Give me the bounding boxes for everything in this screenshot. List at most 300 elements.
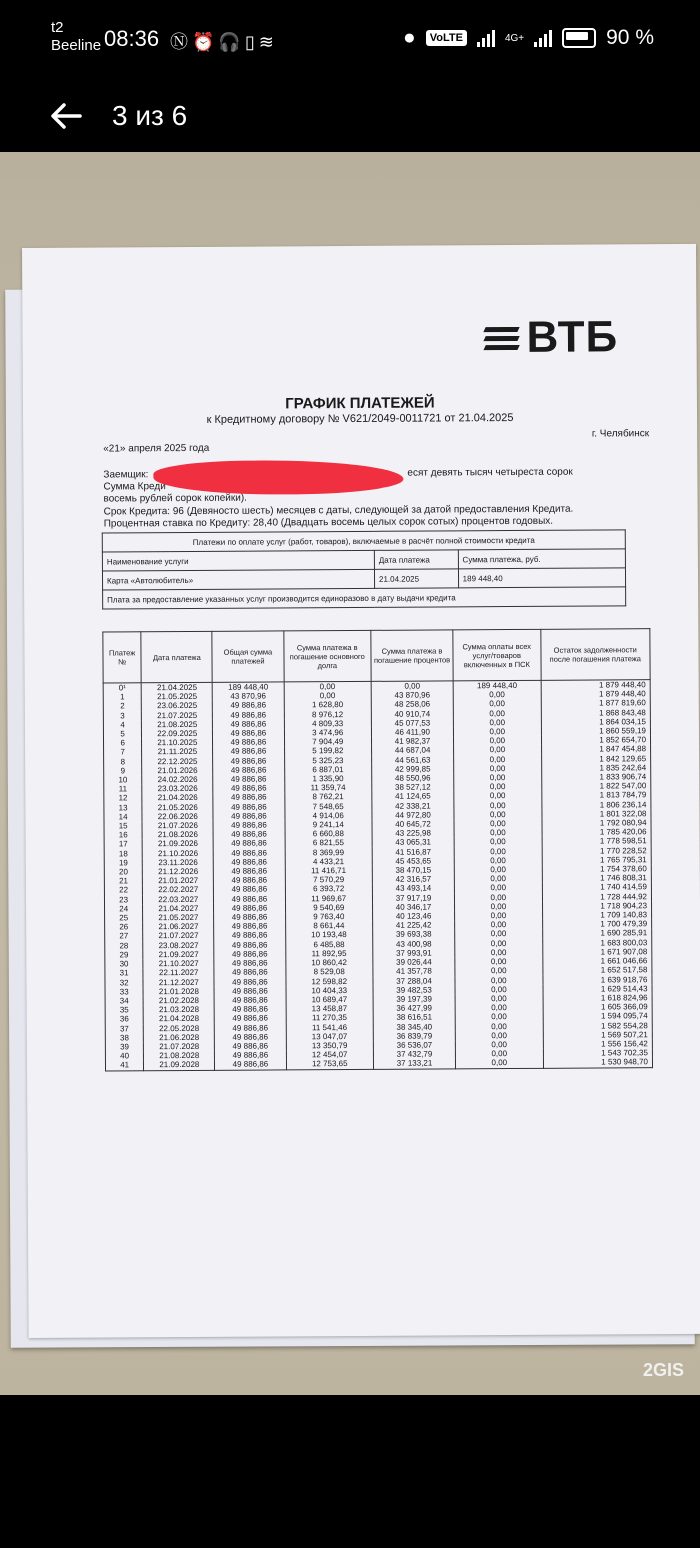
logo-text: ВТБ bbox=[526, 312, 619, 362]
table-cell: 1 671 907,08 bbox=[542, 947, 651, 957]
table-cell: 21.08.2026 bbox=[142, 830, 213, 840]
table-cell: 8 762,21 bbox=[284, 792, 372, 802]
table-cell: 49 886,86 bbox=[213, 774, 284, 784]
table-cell: 1 700 479,39 bbox=[542, 919, 651, 929]
alarm-icon: ⏰ bbox=[192, 32, 219, 52]
table-cell: 5 199,82 bbox=[284, 746, 372, 756]
table-cell: 0,00 bbox=[454, 791, 542, 801]
table-cell: 0,00 bbox=[454, 745, 542, 755]
table-cell: 1 833 906,74 bbox=[541, 772, 650, 782]
table-cell: 49 886,86 bbox=[213, 820, 284, 830]
table-cell: 49 886,86 bbox=[214, 885, 285, 895]
table-cell: 49 886,86 bbox=[215, 1041, 286, 1051]
table-cell: 21.10.2025 bbox=[142, 738, 213, 748]
table-cell: 46 411,90 bbox=[371, 727, 453, 737]
app-bar bbox=[0, 80, 700, 152]
table-cell: 21.12.2027 bbox=[143, 977, 214, 987]
table-cell: 39 bbox=[105, 1042, 143, 1051]
table-cell: 41 516,87 bbox=[372, 847, 454, 857]
table-cell: 49 886,86 bbox=[215, 1032, 286, 1042]
table-cell: 21.07.2027 bbox=[143, 931, 214, 941]
interest-rate: Процентная ставка по Кредиту: 28,40 (Двадцать восемь целых сорок сотых) процентов годовых. bbox=[103, 515, 554, 530]
table-cell: 40 bbox=[105, 1051, 143, 1060]
table-cell: 6 821,55 bbox=[285, 838, 373, 848]
table-cell: 21.07.2026 bbox=[142, 821, 213, 831]
table-cell: 10 193,48 bbox=[285, 930, 373, 940]
table-cell: 189 448,40 bbox=[453, 680, 541, 690]
table-cell: 4 914,06 bbox=[284, 811, 372, 821]
carrier-primary: t2 bbox=[51, 19, 64, 36]
table-cell: 21.09.2026 bbox=[142, 839, 213, 849]
table-cell: 21.04.2028 bbox=[143, 1014, 214, 1024]
table-cell: 44 687,04 bbox=[372, 746, 454, 756]
table-cell: 4 bbox=[103, 720, 141, 729]
table-cell: 49 886,86 bbox=[213, 756, 284, 766]
table-cell: 49 886,86 bbox=[213, 811, 284, 821]
table-cell: 49 886,86 bbox=[213, 747, 284, 757]
wifi-icon: ≋ bbox=[258, 32, 278, 52]
table-cell: 45 077,53 bbox=[371, 718, 453, 728]
table-cell: 0,00 bbox=[454, 828, 542, 838]
table-cell: 8 369,99 bbox=[285, 848, 373, 858]
schedule-col-header: Сумма платежа в погашение основного долга bbox=[283, 630, 371, 682]
table-cell: 1 765 795,31 bbox=[542, 855, 651, 865]
table-cell: 49 886,86 bbox=[214, 839, 285, 849]
services-caption: Платежи по оплате услуг (работ, товаров), включаемые в расчёт полной стоимости кредита bbox=[102, 530, 625, 552]
services-table bbox=[102, 529, 626, 609]
table-cell: 11 416,71 bbox=[285, 866, 373, 876]
table-cell: 40 346,17 bbox=[373, 902, 455, 912]
table-cell: 23.08.2027 bbox=[143, 941, 214, 951]
table-cell: 49 886,86 bbox=[214, 876, 285, 886]
table-cell: 0,00 bbox=[284, 691, 372, 701]
table-cell: 1 629 514,43 bbox=[543, 984, 652, 994]
table-cell: 44 972,80 bbox=[372, 810, 454, 820]
table-cell: 7 bbox=[104, 748, 142, 757]
table-cell: 0,00 bbox=[455, 902, 543, 912]
table-cell: 1 661 046,66 bbox=[542, 956, 651, 966]
table-cell: 6 660,88 bbox=[285, 829, 373, 839]
table-cell: 49 886,86 bbox=[213, 802, 284, 812]
table-cell: 40 910,74 bbox=[371, 709, 453, 719]
table-cell: 1 754 378,60 bbox=[542, 864, 651, 874]
table-cell: 6 bbox=[103, 738, 141, 747]
table-cell: 24 bbox=[105, 904, 143, 913]
table-cell: 1 718 904,23 bbox=[542, 901, 651, 911]
schedule-col-header: Общая сумма платежей bbox=[212, 631, 283, 682]
table-cell: 0,00 bbox=[284, 681, 372, 691]
table-cell: 3 474,96 bbox=[284, 728, 372, 738]
table-cell: 1 770 228,52 bbox=[542, 846, 651, 856]
table-cell: 43 493,14 bbox=[372, 884, 454, 894]
table-cell: 13 047,07 bbox=[286, 1032, 374, 1042]
table-cell: 21.02.2028 bbox=[143, 996, 214, 1006]
table-cell: 0,00 bbox=[455, 929, 543, 939]
table-cell: 1 628,80 bbox=[284, 700, 372, 710]
volte-badge: VoLTE bbox=[426, 30, 467, 46]
table-cell: 1 683 800,03 bbox=[542, 938, 651, 948]
notification-icons bbox=[170, 28, 278, 54]
table-cell: 23 bbox=[104, 895, 142, 904]
table-cell: 34 bbox=[105, 996, 143, 1005]
table-cell: 43 870,96 bbox=[213, 692, 284, 702]
table-cell: 0,00 bbox=[455, 1040, 543, 1050]
sum-text-start: Сумма Креди bbox=[103, 481, 166, 493]
schedule-header-row bbox=[103, 629, 650, 683]
table-cell: 12 bbox=[104, 794, 142, 803]
table-cell: 9 540,69 bbox=[285, 903, 373, 913]
table-cell: 10 bbox=[104, 775, 142, 784]
table-cell: 1 877 819,60 bbox=[541, 699, 650, 709]
table-cell: 22 bbox=[104, 886, 142, 895]
table-cell: 0,00 bbox=[455, 994, 543, 1004]
table-cell: 41 982,37 bbox=[372, 737, 454, 747]
table-cell: 21.09.2028 bbox=[144, 1060, 215, 1070]
table-cell: 41 124,65 bbox=[372, 792, 454, 802]
table-cell: 21.05.2026 bbox=[142, 802, 213, 812]
carrier-info bbox=[51, 19, 101, 55]
table-cell: 0,00 bbox=[453, 727, 541, 737]
table-cell: 22.02.2027 bbox=[143, 885, 214, 895]
services-col-date: Дата платежа bbox=[374, 550, 458, 570]
table-cell: 49 886,86 bbox=[214, 866, 285, 876]
table-cell: 1 618 824,96 bbox=[543, 993, 652, 1003]
table-cell: 49 886,86 bbox=[215, 1023, 286, 1033]
page-counter: 3 из 6 bbox=[112, 100, 188, 131]
table-cell: 1 594 095,74 bbox=[543, 1011, 652, 1021]
table-cell: 16 bbox=[104, 831, 142, 840]
table-cell: 49 886,86 bbox=[213, 719, 284, 729]
services-col-name: Наименование услуги bbox=[102, 550, 374, 571]
sum-text-end: есят девять тысяч четыреста сорок bbox=[407, 466, 573, 479]
table-cell: 1 868 843,48 bbox=[541, 708, 650, 718]
table-cell: 1 605 366,09 bbox=[543, 1002, 652, 1012]
table-cell: 1 801 322,08 bbox=[542, 809, 651, 819]
table-cell: 0,00 bbox=[371, 681, 453, 691]
table-cell: 49 886,86 bbox=[213, 784, 284, 794]
table-cell: 1 852 654,70 bbox=[541, 735, 650, 745]
document-page bbox=[22, 244, 700, 1338]
table-cell: 49 886,86 bbox=[214, 894, 285, 904]
table-cell: 49 886,86 bbox=[215, 1005, 286, 1015]
schedule-col-header: Остаток задолженности после погашения платежа bbox=[540, 629, 650, 681]
table-cell: 39 197,39 bbox=[373, 994, 455, 1004]
battery-icon bbox=[562, 28, 596, 48]
table-cell: 36 536,07 bbox=[373, 1040, 455, 1050]
table-cell: 0,00 bbox=[454, 800, 542, 810]
table-cell: 0,00 bbox=[454, 764, 542, 774]
table-cell: 1 864 034,15 bbox=[541, 717, 650, 727]
table-cell: 1 879 448,40 bbox=[541, 689, 650, 699]
table-cell: 0,00 bbox=[454, 819, 542, 829]
table-cell: 1 728 444,92 bbox=[542, 892, 651, 902]
table-cell: 1 530 948,70 bbox=[543, 1057, 652, 1067]
table-cell: 1 813 784,79 bbox=[541, 791, 650, 801]
table-cell: 43 225,98 bbox=[372, 829, 454, 839]
table-cell: 8 529,08 bbox=[285, 967, 373, 977]
table-cell: 21.04.2027 bbox=[143, 904, 214, 914]
table-cell: 38 527,12 bbox=[372, 783, 454, 793]
system-icons bbox=[403, 26, 654, 50]
status-time: 08:36 bbox=[104, 26, 160, 51]
table-cell: 0,00 bbox=[455, 893, 543, 903]
table-cell: 49 886,86 bbox=[214, 958, 285, 968]
table-cell: 1 792 080,94 bbox=[542, 818, 651, 828]
table-cell: 42 316,57 bbox=[372, 875, 454, 885]
table-cell: 49 886,86 bbox=[215, 1014, 286, 1024]
table-cell: 15 bbox=[104, 821, 142, 830]
schedule-col-header: Сумма платежа в погашение процентов bbox=[371, 630, 453, 682]
table-cell: 37 993,91 bbox=[373, 948, 455, 958]
table-cell: 21.09.2027 bbox=[143, 950, 214, 960]
table-cell: 1 746 808,31 bbox=[542, 873, 651, 883]
borrower-label: Заемщик: bbox=[103, 469, 149, 481]
table-cell: 22.12.2025 bbox=[142, 756, 213, 766]
schedule-col-header: Платеж № bbox=[103, 632, 142, 683]
table-cell: 1 bbox=[103, 692, 141, 701]
document-title: ГРАФИК ПЛАТЕЖЕЙ bbox=[285, 394, 435, 413]
table-cell: 12 598,82 bbox=[285, 976, 373, 986]
table-cell: 0,00 bbox=[453, 708, 541, 718]
table-cell: 1 639 918,76 bbox=[543, 975, 652, 985]
network-type: 4G+ bbox=[504, 32, 525, 44]
back-button[interactable] bbox=[44, 96, 88, 136]
table-cell: 28 bbox=[105, 941, 143, 950]
table-cell: 6 393,72 bbox=[285, 884, 373, 894]
table-cell: 49 886,86 bbox=[213, 701, 284, 711]
table-cell: 8 bbox=[104, 757, 142, 766]
vtb-logo bbox=[484, 312, 618, 363]
services-col-sum: Сумма платежа, руб. bbox=[458, 549, 625, 569]
sum-text-kop: восемь рублей сорок копейки). bbox=[103, 492, 247, 505]
table-cell: 35 bbox=[105, 1005, 143, 1014]
table-cell: 49 886,86 bbox=[214, 949, 285, 959]
table-cell: 49 886,86 bbox=[215, 1060, 286, 1070]
table-cell: 43 065,31 bbox=[372, 838, 454, 848]
redaction-mark bbox=[153, 460, 403, 496]
table-cell: 49 886,86 bbox=[214, 995, 285, 1005]
table-cell: 31 bbox=[105, 969, 143, 978]
table-cell: 0,00 bbox=[454, 856, 542, 866]
table-cell: 21.10.2026 bbox=[142, 848, 213, 858]
table-cell: 0,00 bbox=[455, 1031, 543, 1041]
table-cell: 37 bbox=[105, 1024, 143, 1033]
table-cell: 0,00 bbox=[454, 874, 542, 884]
table-cell: 0,00 bbox=[455, 957, 543, 967]
table-cell: 5 bbox=[103, 729, 141, 738]
table-cell: 0,00 bbox=[454, 810, 542, 820]
table-cell: 49 886,86 bbox=[214, 848, 285, 858]
table-cell: 36 839,79 bbox=[373, 1031, 455, 1041]
table-cell: 10 689,47 bbox=[286, 995, 374, 1005]
table-cell: 21.07.2025 bbox=[142, 710, 213, 720]
table-cell: 2 bbox=[103, 702, 141, 711]
table-cell: 21.01.2028 bbox=[143, 987, 214, 997]
table-cell: 40 123,46 bbox=[373, 911, 455, 921]
table-cell: 13 350,79 bbox=[286, 1041, 374, 1051]
table-cell: 21.04.2026 bbox=[142, 793, 213, 803]
table-cell: 11 541,46 bbox=[286, 1022, 374, 1032]
table-cell: 0,00 bbox=[455, 948, 543, 958]
table-cell: 0,00 bbox=[454, 837, 542, 847]
table-cell: 0,00 bbox=[455, 985, 543, 995]
table-cell: 42 338,21 bbox=[372, 801, 454, 811]
table-cell: 0,00 bbox=[453, 718, 541, 728]
table-cell: 44 561,63 bbox=[372, 755, 454, 765]
table-cell: 1 690 285,91 bbox=[542, 929, 651, 939]
payment-schedule-table bbox=[102, 628, 653, 1071]
table-cell: 11 bbox=[104, 785, 142, 794]
table-cell: 21.08.2025 bbox=[142, 720, 213, 730]
table-cell: 21.12.2026 bbox=[143, 867, 214, 877]
table-cell: 23.11.2026 bbox=[143, 858, 214, 868]
table-cell: 27 bbox=[105, 932, 143, 941]
table-cell: 21.11.2025 bbox=[142, 747, 213, 757]
table-cell: 48 550,96 bbox=[372, 773, 454, 783]
phone-icon: ▯ bbox=[244, 32, 259, 52]
table-cell: 21 bbox=[104, 877, 142, 886]
schedule-col-header: Дата платежа bbox=[141, 631, 212, 682]
table-cell: 49 886,86 bbox=[214, 977, 285, 987]
table-cell: 0,00 bbox=[455, 1021, 543, 1031]
table-cell: 0,00 bbox=[454, 865, 542, 875]
schedule-body bbox=[103, 680, 652, 1071]
table-cell: 45 453,65 bbox=[372, 856, 454, 866]
table-cell: 3 bbox=[103, 711, 141, 720]
table-cell: 38 616,51 bbox=[373, 1013, 455, 1023]
table-cell: 23.06.2025 bbox=[142, 701, 213, 711]
table-cell: 39 482,53 bbox=[373, 985, 455, 995]
table-cell: 1 543 702,35 bbox=[543, 1048, 652, 1058]
table-cell: 41 225,42 bbox=[373, 921, 455, 931]
table-cell: 0¹ bbox=[103, 683, 141, 693]
table-cell: 49 886,86 bbox=[214, 922, 285, 932]
table-cell: 10 404,33 bbox=[286, 986, 374, 996]
table-cell: 1 569 507,21 bbox=[543, 1030, 652, 1040]
table-cell: 43 400,98 bbox=[373, 939, 455, 949]
table-cell: 19 bbox=[104, 858, 142, 867]
table-cell: 7 570,29 bbox=[285, 875, 373, 885]
table-cell: 9 bbox=[104, 766, 142, 775]
table-cell: 49 886,86 bbox=[214, 968, 285, 978]
table-cell: 21.03.2028 bbox=[143, 1005, 214, 1015]
battery-level: 90 % bbox=[606, 26, 654, 49]
table-cell: 0,00 bbox=[455, 975, 543, 985]
table-cell: 49 886,86 bbox=[213, 710, 284, 720]
table-cell: 22.06.2026 bbox=[142, 812, 213, 822]
table-cell: 1 806 236,14 bbox=[541, 800, 650, 810]
table-cell: 21.10.2027 bbox=[143, 959, 214, 969]
document-city: г. Челябинск bbox=[591, 428, 650, 440]
table-cell: 11 969,67 bbox=[285, 894, 373, 904]
table-cell: 0,00 bbox=[455, 1003, 543, 1013]
table-cell: 0,00 bbox=[454, 754, 542, 764]
table-cell: 23.03.2026 bbox=[142, 784, 213, 794]
table-cell: 29 bbox=[105, 950, 143, 959]
nfc-icon: Ⓝ bbox=[170, 32, 192, 52]
table-cell: 1 822 547,00 bbox=[541, 781, 650, 791]
table-cell: 49 886,86 bbox=[213, 765, 284, 775]
table-cell: 41 357,78 bbox=[373, 967, 455, 977]
table-cell: 49 886,86 bbox=[213, 728, 284, 738]
signal-icon bbox=[477, 29, 495, 47]
table-cell: 37 133,21 bbox=[373, 1059, 455, 1069]
table-cell: 22.09.2025 bbox=[142, 729, 213, 739]
service-name: Карта «Автолюбитель» bbox=[102, 569, 374, 590]
table-cell: 9 241,14 bbox=[285, 820, 373, 830]
table-cell: 22.03.2027 bbox=[143, 895, 214, 905]
status-bar bbox=[0, 0, 700, 80]
loan-term: Срок Кредита: 96 (Девяносто шесть) месяцев с даты, следующей за датой предоставления Кредита. bbox=[103, 503, 574, 518]
signal-icon-2 bbox=[534, 29, 552, 47]
table-cell: 8 976,12 bbox=[284, 709, 372, 719]
table-cell: 1 652 517,58 bbox=[542, 965, 651, 975]
table-cell: 21.01.2027 bbox=[143, 876, 214, 886]
table-cell: 0,00 bbox=[455, 966, 543, 976]
table-cell: 36 bbox=[105, 1015, 143, 1024]
table-cell: 10 860,42 bbox=[285, 958, 373, 968]
table-cell: 0,00 bbox=[455, 920, 543, 930]
table-cell: 11 892,95 bbox=[285, 949, 373, 959]
table-cell: 32 bbox=[105, 978, 143, 987]
carrier-secondary: Beeline bbox=[51, 37, 102, 54]
table-cell: 39 026,44 bbox=[373, 957, 455, 967]
table-cell: 30 bbox=[105, 959, 143, 968]
table-cell: 1 556 156,42 bbox=[543, 1039, 652, 1049]
table-cell: 21.01.2026 bbox=[142, 766, 213, 776]
table-cell: 6 887,01 bbox=[284, 765, 372, 775]
table-cell: 21.06.2028 bbox=[144, 1033, 215, 1043]
table-cell: 43 870,96 bbox=[371, 691, 453, 701]
table-cell: 1 335,90 bbox=[284, 774, 372, 784]
logo-stripes-icon bbox=[484, 326, 518, 349]
table-cell: 24.02.2026 bbox=[142, 775, 213, 785]
document-subtitle: к Кредитному договору № V621/2049-0011721 от 21.04.2025 bbox=[206, 412, 514, 426]
watermark-2gis: 2GIS bbox=[642, 1360, 684, 1380]
table-cell: 7 904,49 bbox=[284, 737, 372, 747]
table-cell: 13 458,87 bbox=[286, 1004, 374, 1014]
table-cell: 38 345,40 bbox=[373, 1022, 455, 1032]
table-cell: 49 886,86 bbox=[214, 857, 285, 867]
table-cell: 49 886,86 bbox=[214, 986, 285, 996]
table-cell: 21.04.2025 bbox=[141, 682, 212, 692]
photo-viewer[interactable] bbox=[0, 152, 700, 1395]
table-cell: 13 bbox=[104, 803, 142, 812]
schedule-col-header: Сумма оплаты всех услуг/товаров включенных в ПСК bbox=[453, 629, 541, 681]
table-cell: 0,00 bbox=[453, 690, 541, 700]
table-cell: 11 270,35 bbox=[286, 1013, 374, 1023]
table-cell: 33 bbox=[105, 987, 143, 996]
table-cell: 12 454,07 bbox=[286, 1050, 374, 1060]
table-cell: 17 bbox=[104, 840, 142, 849]
table-cell: 1 835 242,64 bbox=[541, 763, 650, 773]
table-cell: 0,00 bbox=[454, 773, 542, 783]
table-cell: 0,00 bbox=[455, 939, 543, 949]
table-cell: 4 433,21 bbox=[285, 857, 373, 867]
table-cell: 41 bbox=[105, 1061, 143, 1071]
table-cell: 25 bbox=[105, 913, 143, 922]
table-cell: 49 886,86 bbox=[213, 830, 284, 840]
service-date: 21.04.2025 bbox=[374, 569, 458, 589]
arrow-left-icon bbox=[50, 102, 82, 130]
table-cell: 5 325,23 bbox=[284, 755, 372, 765]
table-cell: 1 582 554,28 bbox=[543, 1021, 652, 1031]
headphones-icon: 🎧 bbox=[218, 32, 245, 52]
table-cell: 48 258,06 bbox=[371, 700, 453, 710]
table-cell: 14 bbox=[104, 812, 142, 821]
table-cell: 1 860 559,19 bbox=[541, 726, 650, 736]
table-cell: 18 bbox=[104, 849, 142, 858]
